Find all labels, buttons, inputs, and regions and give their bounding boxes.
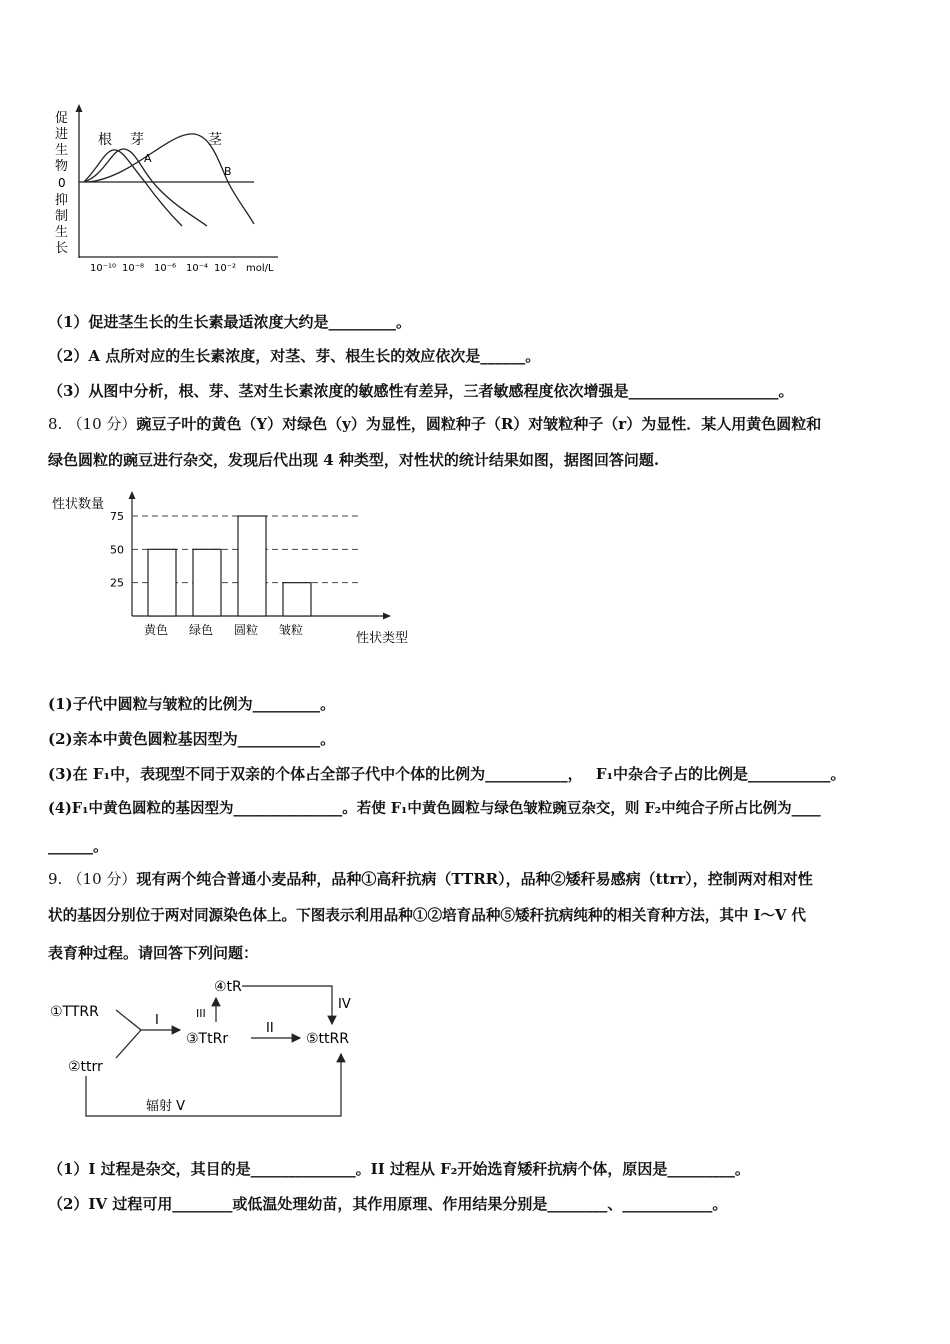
q9-intro-text: 现有两个纯合普通小麦品种，品种①高秆抗病（TTRR），品种②矮秆易感病（ttrr），控制两对相对性 xyxy=(136,870,813,888)
x-category-label: 皱粒 xyxy=(279,623,304,637)
q9-line-1: （1）I 过程是杂交，其目的是______________。II 过程从 F₂开始选育矮秆抗病个体，原因是_________。 xyxy=(48,1160,750,1178)
x-unit: mol/L xyxy=(246,263,274,274)
y-axis-label-8: 长 xyxy=(55,241,69,256)
point-a-label: A xyxy=(144,152,152,165)
y-axis-label-2: 进 xyxy=(55,127,69,142)
x-tick-1: 10⁻¹⁰ xyxy=(90,263,117,274)
q9-number: 9. xyxy=(48,870,63,888)
y-axis-label-6: 制 xyxy=(55,209,69,224)
stem-label: 茎 xyxy=(208,132,222,148)
x-category-label: 绿色 xyxy=(189,623,214,637)
stem-curve xyxy=(88,134,254,224)
bar-圆粒 xyxy=(238,516,266,616)
x-tick-5: 10⁻² xyxy=(214,263,237,274)
y-axis-label-7: 生 xyxy=(55,225,69,240)
q8-line-4b: ______。 xyxy=(48,837,109,855)
q8-line-1: (1)子代中圆粒与皱粒的比例为_________。 xyxy=(48,695,336,713)
trait-bar-chart xyxy=(48,488,428,648)
node-4: ④tR xyxy=(214,979,242,995)
root-curve xyxy=(84,150,182,226)
label-I: I xyxy=(155,1013,159,1028)
q8-line-3a: (3)在 F₁中，表现型不同于双亲的个体占全部子代中个体的比例为___________， xyxy=(48,765,583,783)
x-category-label: 圆粒 xyxy=(234,623,259,637)
arrow-V-line xyxy=(86,1054,341,1116)
bar-黄色 xyxy=(148,549,176,616)
label-III: III xyxy=(196,1007,206,1020)
y-tick-label: 75 xyxy=(110,510,124,523)
x-tick-3: 10⁻⁶ xyxy=(154,263,177,274)
bar-皱粒 xyxy=(283,583,311,616)
auxin-curve-figure xyxy=(50,100,290,280)
zero-label: 0 xyxy=(58,176,66,190)
y-axis-label-4: 物 xyxy=(55,159,69,174)
q8-line-3 xyxy=(48,764,846,784)
y-tick-label: 25 xyxy=(110,576,124,590)
breeding-diagram xyxy=(46,970,376,1125)
q8-number: 8. xyxy=(48,415,63,433)
bud-label: 芽 xyxy=(130,132,144,148)
label-II: II xyxy=(266,1021,274,1036)
q9-line-2: （2）IV 过程可用________或低温处理幼苗，其作用原理、作用结果分别是________、____________。 xyxy=(48,1195,728,1213)
point-b-label: B xyxy=(224,165,232,178)
q9-score: （10 分） xyxy=(67,870,137,888)
x-category-label: 黄色 xyxy=(144,623,169,637)
q8-line-3b: F₁中杂合子占的比例是___________。 xyxy=(595,765,846,783)
q8-intro-2: 绿色圆粒的豌豆进行杂交，发现后代出现 4 种类型，对性状的统计结果如图，据图回答问题. xyxy=(48,451,660,469)
root-label: 根 xyxy=(98,132,112,148)
x-tick-2: 10⁻⁸ xyxy=(122,263,145,274)
q8-intro-1 xyxy=(48,414,821,434)
node-5: ⑤ttRR xyxy=(306,1031,349,1047)
chart-y-arrow xyxy=(129,491,136,499)
q7-line-3: （3）从图中分析，根、芽、茎对生长素浓度的敏感性有差异，三者敏感程度依次增强是____________________。 xyxy=(48,382,794,400)
y-axis-arrow xyxy=(76,104,83,112)
q8-score: （10 分） xyxy=(67,415,137,433)
cross-lines xyxy=(116,1010,141,1058)
arrow-IV-line xyxy=(242,986,332,1024)
label-IV: IV xyxy=(338,997,351,1012)
node-2: ②ttrr xyxy=(68,1059,103,1075)
bar-绿色 xyxy=(193,549,221,616)
q7-line-2: （2）A 点所对应的生长素浓度，对茎、芽、根生长的效应依次是______。 xyxy=(48,347,541,365)
node-3: ③TtRr xyxy=(186,1031,229,1047)
q9-intro-1 xyxy=(48,869,813,889)
y-axis-label-1: 促 xyxy=(55,111,69,126)
y-axis-label-3: 生 xyxy=(55,143,69,158)
q9-intro-3: 表育种过程。请回答下列问题： xyxy=(48,944,259,962)
q8-line-2: (2)亲本中黄色圆粒基因型为___________。 xyxy=(48,730,336,748)
chart-xlabel: 性状类型 xyxy=(356,631,409,646)
chart-ylabel: 性状数量 xyxy=(52,497,105,512)
node-1: ①TTRR xyxy=(50,1004,99,1020)
q8-intro-text: 豌豆子叶的黄色（Y）对绿色（y）为显性，圆粒种子（R）对皱粒种子（r）为显性．某人用黄色圆粒和 xyxy=(136,415,822,433)
label-V: 辐射 V xyxy=(146,1099,186,1114)
y-tick-label: 50 xyxy=(110,543,124,557)
q9-intro-2: 状的基因分别位于两对同源染色体上。下图表示利用品种①②培育品种⑤矮秆抗病纯种的相关育种方法，其中 I～V 代 xyxy=(48,907,807,924)
q7-line-1: （1）促进茎生长的生长素最适浓度大约是_________。 xyxy=(48,313,411,331)
x-tick-4: 10⁻⁴ xyxy=(186,263,209,274)
q8-line-4: (4)F₁中黄色圆粒的基因型为_______________。若使 F₁中黄色圆粒与绿色皱粒豌豆杂交，则 F₂中纯合子所占比例为____ xyxy=(48,800,821,817)
chart-x-arrow xyxy=(383,613,391,620)
y-axis-label-5: 抑 xyxy=(55,193,69,208)
